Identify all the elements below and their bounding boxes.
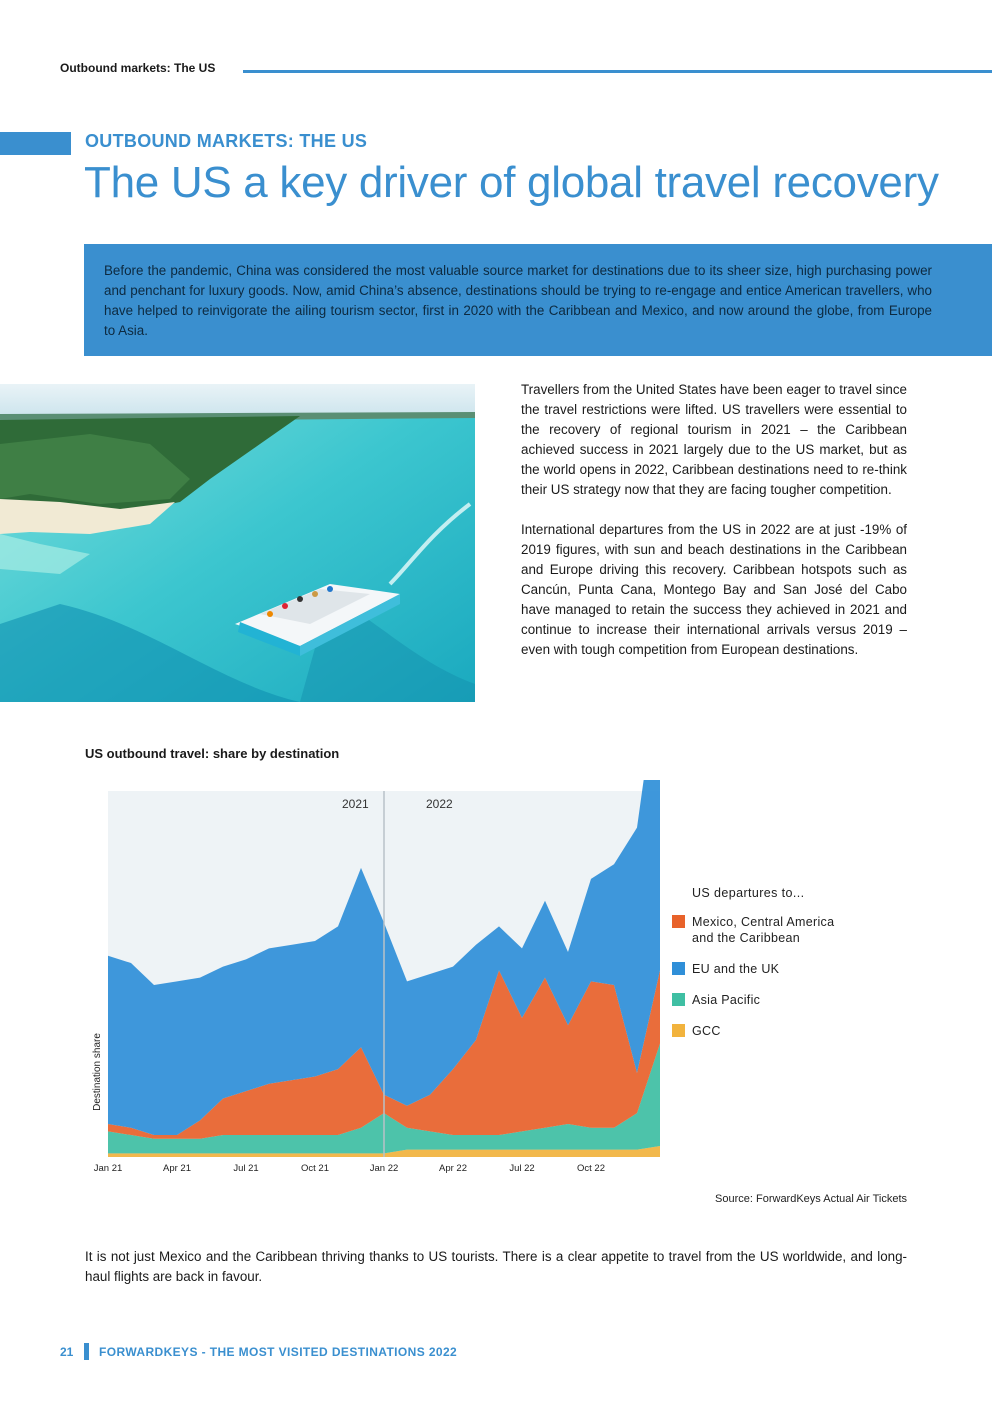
legend-title: US departures to... [692,886,805,900]
closing-paragraph: It is not just Mexico and the Caribbean thriving thanks to US tourists. There is a clear appetite to travel from the US worldwide, and long-haul flights are back in favour. [85,1249,907,1284]
header-section-label: Outbound markets: The US [60,61,216,75]
legend-swatch [672,915,685,928]
x-tick-label: Apr 22 [439,1163,467,1174]
legend-swatch [672,962,685,975]
x-tick-label: Oct 21 [301,1163,329,1174]
kicker-bar [0,132,71,155]
legend-item-gcc [672,1023,872,1039]
beach-photo [0,384,475,702]
page-title: The US a key driver of global travel recovery [84,158,939,207]
x-tick-label: Jan 21 [93,1163,123,1174]
legend-label: EU and the UK [692,962,780,976]
body-paragraph-2: International departures from the US in 2022 are at just -19% of 2019 figures, with sun and beach destinations in the Caribbean and Europe driving this recovery. Caribbean hotspots such as Cancún, Punta Cana, Montego Bay and San José del Cabo have managed to retain the success they achieved in 2021 and continue to increase their international arrivals versus 2019 – even with tough competition from European destinations. [521,522,907,657]
x-tick-label: Jul 22 [509,1163,535,1174]
intro-box [84,244,992,356]
legend-swatch [672,993,685,1006]
header-rule [243,70,992,73]
y-axis-label: Destination share [92,1033,103,1111]
body-column [521,380,907,680]
x-tick-label: Oct 22 [577,1163,605,1174]
period-label-2022: 2022 [426,797,453,811]
page-number: 21 [60,1345,74,1359]
legend-swatch [672,1024,685,1037]
footer-bar [84,1343,89,1360]
body-paragraph-1: Travellers from the United States have been eager to travel since the travel restrictions were lifted. US travellers were essential to the recovery of regional tourism in 2021 – the Caribbean achieved success in 2021 largely due to the US market, but as the world opens in 2022, Caribbean destinations need to re-think their US strategy now that they are facing tougher competition. [521,382,907,497]
intro-text: Before the pandemic, China was considered the most valuable source market for destinations due to its sheer size, high purchasing power and penchant for luxury goods. Now, amid China’s absence, destinations should be trying to re-engage and entice American travellers, who have helped to reinvigorate the ailing tourism sector, first in 2020 with the Caribbean and Mexico, and now around the globe, from Europe to Asia. [104,263,932,338]
chart-legend [672,886,872,1054]
x-tick-label: Apr 21 [163,1163,191,1174]
article-kicker: OUTBOUND MARKETS: THE US [85,131,368,151]
x-tick-label: Jul 21 [233,1163,259,1174]
legend-label: GCC [692,1024,721,1038]
legend-item-mexico-caribbean [672,914,872,946]
legend-label: Asia Pacific [692,993,761,1007]
legend-item-asia-pacific [672,992,872,1008]
legend-label: Mexico, Central America and the Caribbean [692,915,835,945]
period-label-2021: 2021 [342,797,369,811]
chart [85,780,691,1180]
chart-source: Source: ForwardKeys Actual Air Tickets [715,1193,907,1205]
footer-publication: FORWARDKEYS - THE MOST VISITED DESTINATIONS 2022 [99,1345,458,1359]
chart-title: US outbound travel: share by destination [85,746,340,761]
legend-item-eu-uk [672,961,872,977]
x-tick-label: Jan 22 [369,1163,399,1174]
